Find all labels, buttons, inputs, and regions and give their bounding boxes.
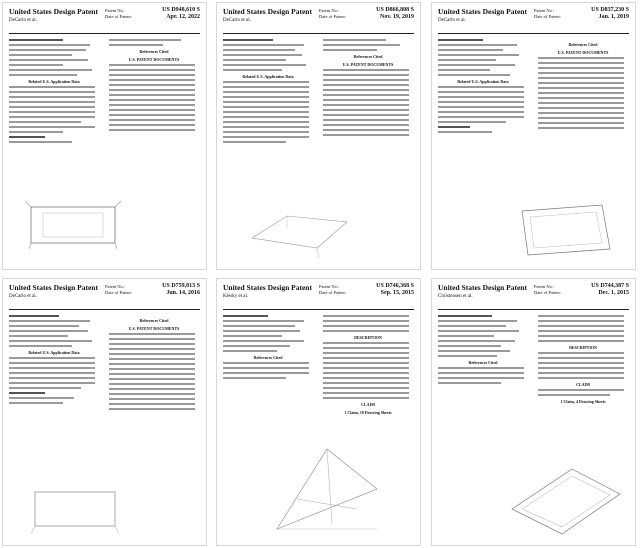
patent-inventor: DeCarlo et al.: [9, 18, 37, 23]
section-heading: Related U.S. Application Data: [28, 79, 80, 84]
patent-labels: [534, 8, 561, 20]
patent-labels: [534, 284, 561, 296]
patent-inventor: DeCarlo et al.: [9, 294, 37, 299]
design-drawing: [502, 449, 627, 539]
section-heading: DESCRIPTION: [569, 345, 597, 350]
patent-labels: [105, 8, 132, 20]
patent-labels: [105, 284, 132, 296]
patent-date: Apr. 12, 2022: [166, 14, 200, 20]
patent-values: [162, 7, 200, 21]
patent-date-label: Date of Patent:: [105, 14, 132, 19]
patent-title: United States Design Patent: [438, 7, 527, 16]
section-heading: Related U.S. Application Data: [28, 350, 80, 355]
design-drawing: [247, 208, 357, 263]
section-heading: DESCRIPTION: [354, 335, 382, 340]
claim-summary: 1 Claim, 10 Drawing Sheets: [344, 410, 392, 415]
patent-right-column: [538, 315, 628, 406]
patent-values: [591, 283, 629, 297]
section-heading: CLAIM: [576, 382, 590, 387]
section-heading: References Cited: [139, 49, 169, 54]
patent-number-label: Patent No.:: [319, 8, 340, 13]
section-heading: U.S. PATENT DOCUMENTS: [342, 62, 394, 67]
patent-title: United States Design Patent: [438, 283, 527, 292]
patent-number: US D866,808 S: [376, 7, 414, 13]
patent-inventor: DeCarlo et al.: [438, 18, 466, 23]
patent-date-label: Date of Patent:: [534, 290, 561, 295]
patent-date: Sep. 15, 2015: [380, 290, 414, 296]
patent-number-label: Patent No.:: [534, 284, 555, 289]
patent-left-column: [223, 315, 313, 382]
patent-header: [223, 7, 414, 34]
patent-number: US D744,387 S: [591, 283, 629, 289]
patent-header: [438, 7, 629, 34]
patent-number-label: Patent No.:: [534, 8, 555, 13]
design-drawing: [23, 484, 133, 539]
design-drawing: [512, 201, 622, 261]
patent-page-3: [431, 2, 636, 270]
patent-values: [376, 7, 414, 21]
patent-number: US D746,368 S: [376, 283, 414, 289]
patent-date: Jun. 14, 2016: [166, 290, 200, 296]
patent-date-label: Date of Patent:: [105, 290, 132, 295]
section-heading: U.S. PATENT DOCUMENTS: [557, 50, 609, 55]
patent-inventor: Klesky et al.: [223, 294, 249, 299]
patent-left-column: [223, 39, 313, 146]
patent-values: [591, 7, 629, 21]
patent-title: United States Design Patent: [223, 7, 312, 16]
patent-number: US D837,230 S: [591, 7, 629, 13]
design-drawing: [23, 199, 133, 259]
section-heading: CLAIM: [361, 402, 375, 407]
patent-header: [438, 283, 629, 310]
patent-date-label: Date of Patent:: [319, 14, 346, 19]
patent-title: United States Design Patent: [9, 7, 98, 16]
patent-page-1: [2, 2, 207, 270]
patent-left-column: [438, 39, 528, 136]
patent-date-label: Date of Patent:: [319, 290, 346, 295]
patent-right-column: [109, 315, 199, 413]
patent-number-label: Patent No.:: [105, 8, 126, 13]
patent-title: United States Design Patent: [223, 283, 312, 292]
patent-title: United States Design Patent: [9, 283, 98, 292]
patent-left-column: [9, 315, 99, 407]
patent-header: [9, 283, 200, 310]
patent-left-column: [9, 39, 99, 146]
patent-number: US D759,813 S: [162, 283, 200, 289]
patent-page-6: [431, 278, 636, 546]
patent-right-column: [109, 39, 199, 134]
patent-page-5: [216, 278, 421, 546]
section-heading: References Cited: [353, 54, 383, 59]
claim-summary: 1 Claim, 4 Drawing Sheets: [560, 399, 606, 404]
patent-right-column: [538, 39, 628, 132]
patent-date: Nov. 19, 2019: [379, 14, 414, 20]
patent-inventor: Christensen et al.: [438, 294, 473, 299]
patent-date: Dec. 1, 2015: [598, 290, 629, 296]
section-heading: Related U.S. Application Data: [457, 79, 509, 84]
design-drawing: [257, 429, 387, 539]
section-heading: References Cited: [568, 42, 598, 47]
patent-values: [162, 283, 200, 297]
patent-header: [9, 7, 200, 34]
section-heading: References Cited: [253, 355, 283, 360]
section-heading: References Cited: [468, 360, 498, 365]
patent-left-column: [438, 315, 528, 387]
patent-labels: [319, 284, 346, 296]
patent-date-label: Date of Patent:: [534, 14, 561, 19]
patent-number-label: Patent No.:: [319, 284, 340, 289]
patent-labels: [319, 8, 346, 20]
patent-number-label: Patent No.:: [105, 284, 126, 289]
patent-right-column: [323, 39, 413, 139]
patent-values: [376, 283, 414, 297]
patent-right-column: [323, 315, 413, 417]
section-heading: U.S. PATENT DOCUMENTS: [128, 57, 180, 62]
patent-page-4: [2, 278, 207, 546]
patent-inventor: DeCarlo et al.: [223, 18, 251, 23]
section-heading: References Cited: [139, 318, 169, 323]
section-heading: U.S. PATENT DOCUMENTS: [128, 326, 180, 331]
section-heading: Related U.S. Application Data: [242, 74, 294, 79]
patent-date: Jan. 1, 2019: [598, 14, 629, 20]
patent-header: [223, 283, 414, 310]
patent-number: US D948,610 S: [162, 7, 200, 13]
patent-page-2: [216, 2, 421, 270]
